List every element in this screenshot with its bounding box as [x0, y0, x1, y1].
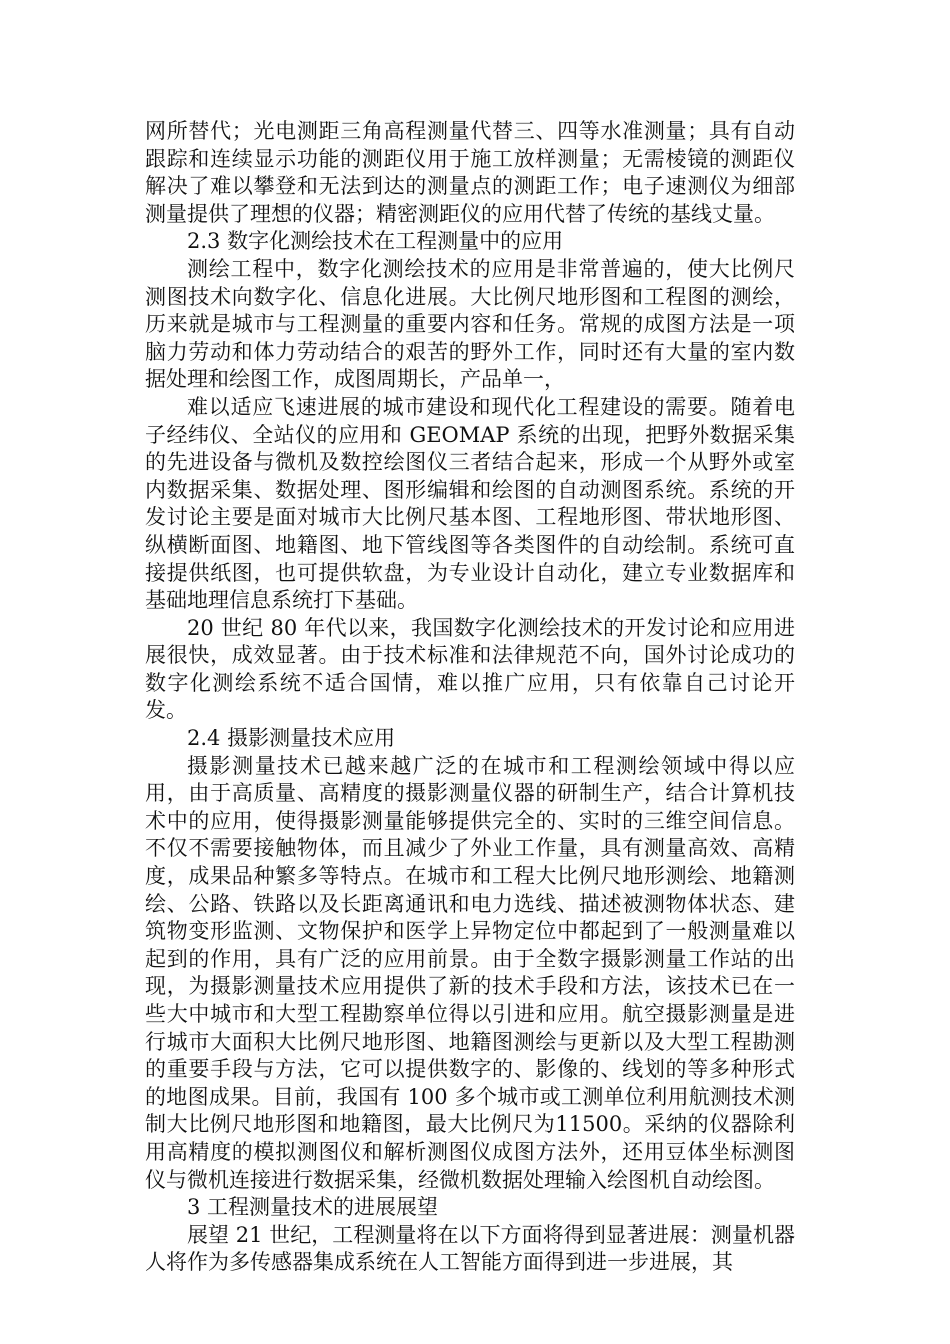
document-page	[145, 118, 795, 1277]
paragraph-photogrammetry: 摄影测量技术已越来越广泛的在城市和工程测绘领域中得以应用，由于高质量、高精度的摄影测量仪器的研制生产，结合计算机技术中的应用，使得摄影测量能够提供完全的、实时的三维空间信息。不仅不需要接触物体，而且减少了外业工作量，具有测量高效、高精度，成果品种繁多等特点。在城市和工程大比例尺地形测绘、地籍测绘、公路、铁路以及长距离通讯和电力选线、描述被测物体状态、建筑物变形监测、文物保护和医学上异物定位中都起到了一般测量难以起到的作用，具有广泛的应用前景。由于全数字摄影测量工作站的出现，为摄影测量技术应用提供了新的技术手段和方法，该技术已在一些大中城市和大型工程勘察单位得以引进和应用。航空摄影测量是进行城市大面积大比例尺地形图、地籍图测绘与更新以及大型工程勘测的重要手段与方法，它可以提供数字的、影像的、线划的等多种形式的地图成果。目前，我国有 100 多个城市或工测单位利用航测技术测制大比例尺地形图和地籍图，最大比例尺为11500。采纳的仪器除利用高精度的模拟测图仪和解析测图仪成图方法外，还用豆体坐标测图仪与微机连接进行数据采集，经微机数据处理输入绘图机自动绘图。	[145, 753, 795, 1192]
paragraph-digital-mapping: 测绘工程中，数字化测绘技术的应用是非常普遍的，使大比例尺测图技术向数字化、信息化进展。大比例尺地形图和工程图的测绘，历来就是城市与工程测量的重要内容和任务。常规的成图方法是一项脑力劳动和体力劳动结合的艰苦的野外工作，同时还有大量的室内数据处理和绘图工作，成图周期长，产品单一，	[145, 256, 795, 392]
section-heading-3: 3 工程测量技术的进展展望	[187, 1195, 439, 1220]
paragraph-auto-mapping-system: 难以适应飞速进展的城市建设和现代化工程建设的需要。随着电子经纬仪、全站仪的应用和 GEOMAP 系统的出现，把野外数据采集的先进设备与微机及数控绘图仪三者结合起来，形成一个从野外或室内数据采集、数据处理、图形编辑和绘图的自动测图系统。系统的开发讨论主要是面对城市大比例尺基本图、工程地形图、带状地形图、纵横断面图、地籍图、地下管线图等各类图件的自动绘制。系统可直接提供纸图，也可提供软盘，为专业设计自动化，建立专业数据库和基础地理信息系统打下基础。	[145, 394, 795, 613]
paragraph-continuation: 网所替代；光电测距三角高程测量代替三、四等水准测量；具有自动跟踪和连续显示功能的测距仪用于施工放样测量；无需棱镜的测距仪解决了难以攀登和无法到达的测量点的测距工作；电子速测仪为细部测量提供了理想的仪器；精密测距仪的应用代替了传统的基线丈量。	[145, 119, 795, 226]
paragraph-domestic-development: 20 世纪 80 年代以来，我国数字化测绘技术的开发讨论和应用进展很快，成效显著。由于技术标准和法律规范不向，国外讨论成功的数字化测绘系统不适合国情，难以推广应用，只有依靠自己讨论开发。	[145, 615, 795, 723]
paragraph-outlook: 展望 21 世纪，工程测量将在以下方面将得到显著进展：测量机器人将作为多传感器集成系统在人工智能方面得到进一步进展，其	[145, 1222, 795, 1275]
section-heading-2-4: 2.4 摄影测量技术应用	[187, 726, 396, 751]
section-heading-2-3: 2.3 数字化测绘技术在工程测量中的应用	[187, 229, 564, 254]
